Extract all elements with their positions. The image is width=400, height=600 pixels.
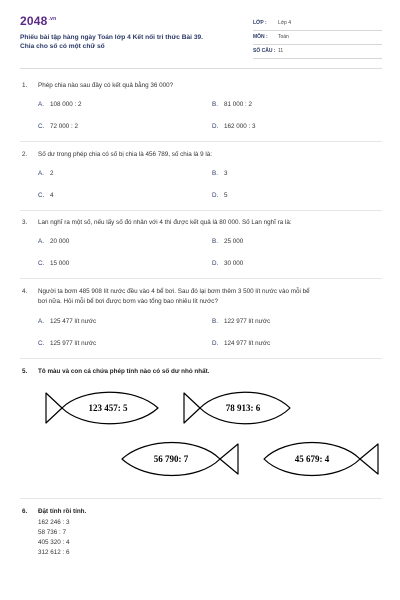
title-line-1: Phiếu bài tập hàng ngày Toán lớp 4 Kết nối tri thức Bài 39. (20, 34, 203, 41)
question-text: Lan nghĩ ra một số, nếu lấy số đó nhân với 4 thì được kết quả là 80 000. Số Lan nghĩ ra là: (38, 219, 292, 226)
question-text: Tô màu và con cá chứa phép tính nào có số dư nhỏ nhất. (38, 368, 210, 375)
q3-option-b[interactable]: B. 25 000 (212, 238, 244, 245)
meta-value: Toán (278, 34, 289, 40)
q2-option-a[interactable]: A. 2 (38, 170, 54, 177)
q1-option-c[interactable]: C. 72 000 : 2 (38, 123, 79, 130)
meta-row-subject (253, 31, 382, 45)
fish-2[interactable] (180, 385, 292, 431)
q3-option-d[interactable]: D. 30 000 (212, 260, 244, 267)
question-5 (22, 367, 382, 377)
q3-option-a[interactable]: A. 20 000 (38, 238, 70, 245)
q2-option-c[interactable]: C. 4 (38, 192, 54, 199)
question-number: 5. (22, 368, 28, 375)
question-1 (22, 81, 382, 91)
question-text: Đặt tính rồi tính. (38, 508, 87, 515)
fish-1[interactable] (42, 385, 160, 431)
question-number: 1. (22, 82, 28, 89)
header-divider (20, 68, 382, 69)
calculation-item: 405 320 : 4 (38, 539, 70, 546)
meta-row-count (253, 45, 382, 59)
question-3 (22, 218, 382, 228)
title-line-2: Chia cho số có một chữ số (20, 43, 105, 50)
divider (20, 210, 382, 211)
question-number: 3. (22, 219, 28, 226)
fish-4[interactable] (262, 435, 380, 483)
fish-calculation: 56 790: 7 (153, 454, 189, 464)
header (20, 14, 382, 64)
divider (20, 358, 382, 359)
meta-row-class (253, 17, 382, 31)
calculation-item: 162 246 : 3 (38, 519, 70, 526)
q2-option-b[interactable]: B. 3 (212, 170, 228, 177)
meta-label: SỐ CÂU : (253, 48, 276, 54)
question-number: 4. (22, 288, 28, 295)
q2-option-d[interactable]: D. 5 (212, 192, 228, 199)
question-text: Phép chia nào sau đây có kết quả bằng 36 000? (38, 82, 174, 89)
calculation-item: 312 612 : 6 (38, 549, 70, 556)
calculation-item: 58 736 : 7 (38, 529, 67, 536)
site-logo[interactable]: $2048^{.vn}$ (20, 14, 57, 28)
q4-option-d[interactable]: D. 124 977 lít nước (212, 340, 271, 347)
q4-option-a[interactable]: A. 125 477 lít nước (38, 318, 97, 325)
q1-option-d[interactable]: D. 162 000 : 3 (212, 123, 256, 130)
q1-option-a[interactable]: A. 108 000 : 2 (38, 101, 82, 108)
fish-3[interactable] (120, 435, 240, 483)
fish-calculation: 78 913: 6 (225, 403, 261, 413)
question-number: 6. (22, 508, 28, 515)
meta-value: 11 (278, 48, 284, 54)
question-text: Số dư trong phép chia có số bị chia là 456 789, số chia là 9 là: (38, 151, 212, 158)
q1-option-b[interactable]: B. 81 000 : 2 (212, 101, 253, 108)
calculation-list (22, 518, 382, 558)
question-4 (22, 287, 382, 307)
q3-option-c[interactable]: C. 15 000 (38, 260, 70, 267)
q4-option-b[interactable]: B. 122 977 lít nước (212, 318, 271, 325)
meta-info (253, 17, 382, 59)
divider (20, 278, 382, 279)
q4-option-c[interactable]: C. 125 977 lít nước (38, 340, 97, 347)
logo-suffix: .vn (48, 16, 57, 22)
divider (20, 141, 382, 142)
meta-label: LỚP : (253, 20, 267, 26)
worksheet-title (20, 33, 245, 51)
question-6 (22, 507, 382, 558)
divider (20, 498, 382, 499)
question-number: 2. (22, 151, 28, 158)
fish-calculation: 123 457: 5 (88, 403, 128, 413)
fish-calculation: 45 679: 4 (294, 454, 330, 464)
question-2 (22, 150, 382, 160)
meta-value: Lớp 4 (278, 20, 292, 26)
meta-label: MÔN : (253, 34, 268, 40)
question-text-line-1: Người ta bơm 485 908 lít nước đều vào 4 bể bơi. Sau đó lại bơm thêm 3 500 lít nước vào mỗi bể (38, 288, 310, 295)
question-text-line-2: bơi nữa. Hỏi mỗi bể bơi được bơm vào tổng bao nhiêu lít nước? (38, 298, 218, 305)
